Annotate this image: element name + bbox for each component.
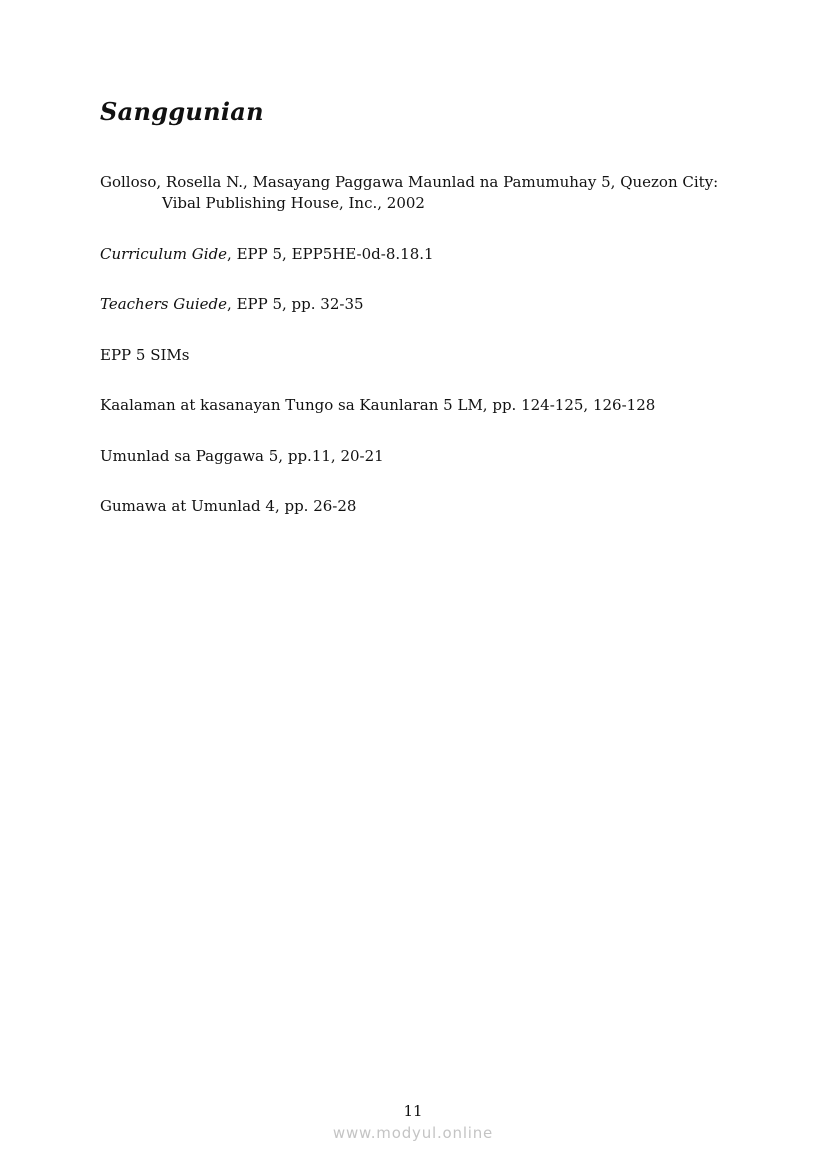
- page-title: Sanggunian: [100, 97, 264, 126]
- reference-text: Gumawa at Umunlad 4, pp. 26-28: [100, 497, 357, 515]
- reference-entry: [100, 244, 740, 265]
- reference-text: Umunlad sa Paggawa 5, pp.11, 20-21: [100, 447, 384, 465]
- reference-entry: [100, 345, 740, 366]
- reference-entry: [100, 446, 740, 467]
- reference-title: Teachers Guiede: [100, 295, 228, 313]
- reference-text: Golloso, Rosella N., Masayang Paggawa Maunlad na Pamumuhay 5, Quezon City:: [100, 173, 719, 191]
- reference-text: Kaalaman at kasanayan Tungo sa Kaunlaran 5 LM, pp. 124-125, 126-128: [100, 396, 656, 414]
- reference-text: , EPP 5, pp. 32-35: [227, 295, 364, 313]
- reference-entry: [100, 172, 740, 214]
- reference-entry: [100, 496, 740, 517]
- reference-text: , EPP 5, EPP5HE-0d-8.18.1: [227, 245, 434, 263]
- watermark: www.modyul.online: [332, 1124, 494, 1142]
- reference-entry: [100, 395, 740, 416]
- reference-entry: [100, 294, 740, 315]
- reference-text: EPP 5 SIMs: [100, 346, 190, 364]
- reference-title: Curriculum Gide: [100, 245, 228, 263]
- page-number: 11: [403, 1102, 423, 1120]
- reference-continuation: Vibal Publishing House, Inc., 2002: [162, 194, 425, 212]
